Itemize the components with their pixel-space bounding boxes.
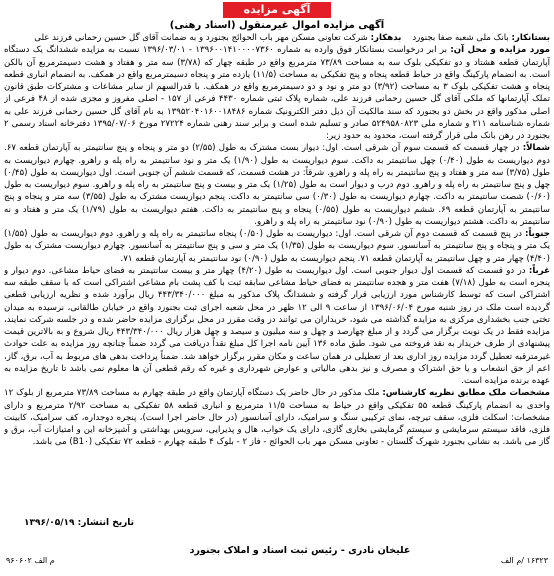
north-label: شمالاً: [522, 143, 550, 154]
creditor-label: بستانکار: [511, 33, 550, 43]
west-label: غرباً: [528, 265, 550, 276]
notice-banner: آگهی مزایده [223, 2, 331, 18]
north-text: در چهار قسمت که قسمت سوم آن شرقی است. اول: دیوار بست مشترک به طول (۲/۵۵) دو متر و پنجاه و پنج سانتیمتر به آپارتمان قطعه ۶۷. دوم دیواریست به طول (۰/۴۰) چهل سانتیمتر به داکت. سوم دیواریست به طول (۱/۹۰) یک متر و نود سانتیمتر به راه پله و راهرو. چهارم دیواریست به طول (۳/۷۵) سه متر و هفتاد و پنج سانتیمتر به راه پله و راهرو. شرقاً: در هشت قسمت، که قسمت ششم آن جنوبی است. اول دیواریست به طول (۰/۴۵) چهل و پنج سانتیمتر به راه پله و راهرو. دوم درب و دیوار است به طول (۱/۲۵) یک متر و بیست و پنج سانتیمتر به راه پله و راهرو. سوم دیواریست به طول (۰/۶۰) شصت سانتیمتر به داکت. چهارم دیواریست به طول (۰/۳۰) سی سانتیمتر به داکت. پنجم دیواریست مشترک به طول (۳/۵۵) سه متر و پنجاه و پنج سانتیمتر به آپارتمان قطعه ۶۹. ششم دیواریست به طول (۰/۵۵) پنجاه و پنج سانتیمتر به داکت. هفتم دیواریست به طول (۱/۷۹) یک متر و هفتاد و نه سانتیمتر به داکت. هشتم دیواریست به طول (۰/۹۰) نود سانتیمتر به راه پله و راهرو. [4, 143, 550, 227]
left-reference-code: م الف ۹۶۰۶۰۲ [6, 556, 55, 565]
west-text: در دو قسمت که قسمت اول دیوار جنوبی است. اول دیواریست به طول (۴/۲۰) چهار متر و بیست سانتیمتر به فضای حیاط مشاعی. دوم دیوار و پنجره است به طول (۷/۱۸) هفت متر و هجده سانتیمتر به فضای حیاط مشاعی سابقه ثبت با کف پشت بام مشاعی اشتراکی است که با سقف طبقه سه اشتراکی است که توسط کارشناس مورد ارزیابی قرار گرفته و ششدانگ پلاک مذکور به مبلغ ۴۴۳/۳۴۰/۰۰۰ ریال برآورد شده و نظریه ارزیابی قطعی گردیده است ملک در روز شنبه مورخ ۱۳۹۶/۰۶/۰۴ از ساعت ۹ الی ۱۲ ظهر در محل شعبه اجرای ثبت بجنورد واقع در خیابان طالقانی، نرسیده به میدان تختی جنب بخشداری مرکزی به مزایده گذاشته می شود، خریداران می توانند در وقت مقرر در محل برگزاری مزایده حاضر شده و در جلسه شرکت نمایند، مزایده فقط در یک نوبت برگزار می گردد و از مبلغ چهارصد و چهل و سه میلیون و سیصد و چهل هزار ریال ۴۴۳/۳۴۰/۰۰۰ ریال شروع و به بالاترین قیمت پیشنهادی از طرف خریدار به نقد فروخته می شود. طبق ماده ۱۳۶ آیین نامه اجرا کل مبلغ نقداً دریافت می گردد ضمناً چنانچه روز مزایده به علت حوادث غیرمترقبه تعطیل گردد مزایده روز اداری بعد از تعطیلی در همان ساعت و مکان مقرر برگزار خواهد شد. ضمناً پرداخت بدهی های مربوط به آب، برق، گاز، اعم از حق انشعاب و یا حق اشتراک و مصرف و نیز بدهی مالیاتی و عوارض شهرداری و غیره که رقم قطعی آن ها معلوم نمی باشد تا تاریخ مزایده به عهده برنده مزایده است. [4, 265, 550, 386]
notice-title: آگهی مزایده اموال غیرمنقول (اسناد رهنی) [169, 20, 385, 31]
expert-spec-text: ملک مذکور در حال حاضر یک دستگاه آپارتمان واقع در طبقه چهارم به مساحت ۷۳/۸۹ مترمربع از بلوک ۱۲ واحدی به انضمام پارکینگ قطعه ۵۵ تفکیکی واقع در حیاط به مساحت ۱۱/۵ مترمربع و انباری قطعه ۵۸ تفکیکی به مساحت ۲/۹۲ مترمربع و دارای مشخصات: اسکلت فلزی، سقف تیرچه، نمای ترکیبی سنگ و سرامیک، دارای آسانسور (در حال حاضر اجرا است)، پنجره دوجداره، کف سرامیک، کابینت فلزی، فاقد سیستم سرمایشی و سیستم گرمایشی بخاری گازی، دارای یک خواب، هال و پذیرایی، سرویس بهداشتی و آشپزخانه این و امتیازات آب، برق و گاز می باشد. به نشانی بجنورد شهرک گلستان - تعاونی مسکن مهر باب الحوائج - فاز ۲ - بلوک ۴ طبقه چهارم - قطعه ۷۲ تفکیکی (B1۰) می باشد. [4, 388, 550, 448]
north-boundary-paragraph [4, 142, 550, 228]
expert-spec-label: مشخصات ملک مطابق نظریه کارشناس: [382, 388, 550, 399]
parties-line [4, 32, 550, 44]
west-boundary-paragraph [4, 265, 550, 388]
expert-spec-paragraph [4, 387, 550, 448]
property-label: مورد مزایده و محل آن: [450, 45, 550, 56]
notice-body [4, 19, 550, 542]
right-reference-code: ۱۶۳۲۳ /م الف [500, 556, 548, 565]
south-text: در پنج قسمت که قسمت دوم آن شرقی است. اول: دیواریست به طول (۰/۵۰) پنجاه سانتیمتر به راه پله و راهرو. دوم دیواریست به طول (۱/۵۵) یک متر و پنجاه و پنج سانتیمتر به آسانسور. سوم دیواریست به طول (۱/۳۵) یک متر و سی و پنج سانتیمتر به آسانسور. چهارم دیواریست مشترک به طول (۴/۴۰) چهار متر و چهل سانتیمتر به آپارتمان قطعه ۷۱. پنجم دیواریست به طول (۰/۹۰) نود سانتیمتر به آپارتمان قطعه ۷۱. [4, 229, 550, 264]
signature-line: علیخان نادری - رئیس ثبت اسناد و املاک بجنورد [189, 545, 411, 556]
property-paragraph [4, 44, 550, 142]
south-boundary-paragraph [4, 228, 550, 265]
publish-date: تاریخ انتشار: ۱۳۹۶/۰۵/۱۹ [24, 518, 135, 528]
south-label: جنوباً: [525, 229, 550, 239]
creditor-name: بانک ملی شعبه صفا بجنورد [412, 33, 509, 43]
debtor-name: شرکت تعاونی مسکن مهر باب الحوائج بجنورد و به ضمانت آقای گل حسین رحمانی فرزند علی [34, 33, 368, 43]
property-text: بر ابر درخواست بستانکار فوق وارده به شماره ۱۳۹۶۰۰۱۴۱۰۰۰۰۷۳۶۰ - ۱۳۹۶/۰۳/۰۱ نسبت به مزایده ششدانگ یک دستگاه آپارتمان قطعه هشتاد و دو تفکیکی بلوک سه به مساحت ۷۳/۸۹ مترمربع واقع در طبقه چهار که (۳/۷۸) سه متر و هفتاد و هشت دسیمترمربع آن بالکن است. به انضمام پارکینگ واقع در حیاط قطعه پنجاه و پنج تفکیکی به مساحت (۱۱/۵) یازده متر و پنجاه دسیمترمربع واقع در همکف. به انضمام انباری قطعه پنجاه و هشت تفکیکی بلوک ۳ به مساحت (۳/۹۲) دو متر و نود و دو دسیمترمربع واقع در همکف. با قدرالسهم از سایر مشاعات و مشترکات طبق قانون تملک آپارتمانها که ملکی آقای گل حسین رحمانی فرزند علی، شماره پلاک ثبتی شماره ۴۴۳۰ فرعی از ۱۵۷ - اصلی مفروز و مجزی شده از ۴۸ فرعی از اصلی مذکور واقع در بخش دو بجنورد که سند مالکیت آن ذیل دفتر الکترونیک شماره ۱۳۹۵۲۰۴۰۱۶۰۰۱۸۴۸۶ به نام آقای گل حسین رحمانی فرزند علی به شماره شناسنامه ۲۱۱ و شماره ملی ۵۲۴۹۵۸۰۸۲۳ صادر و تسلیم شده است و برابر سند رهنی شماره ۲۷۲۲۴ مورخ ۱۳۹۵/۰۷/۰۶ دفترخانه اسناد رسمی ۲ بجنورد در رهن بانک ملی قرار گرفته است، محدود به حدود زیر: [4, 45, 550, 141]
debtor-label: بدهکار: [370, 33, 402, 43]
